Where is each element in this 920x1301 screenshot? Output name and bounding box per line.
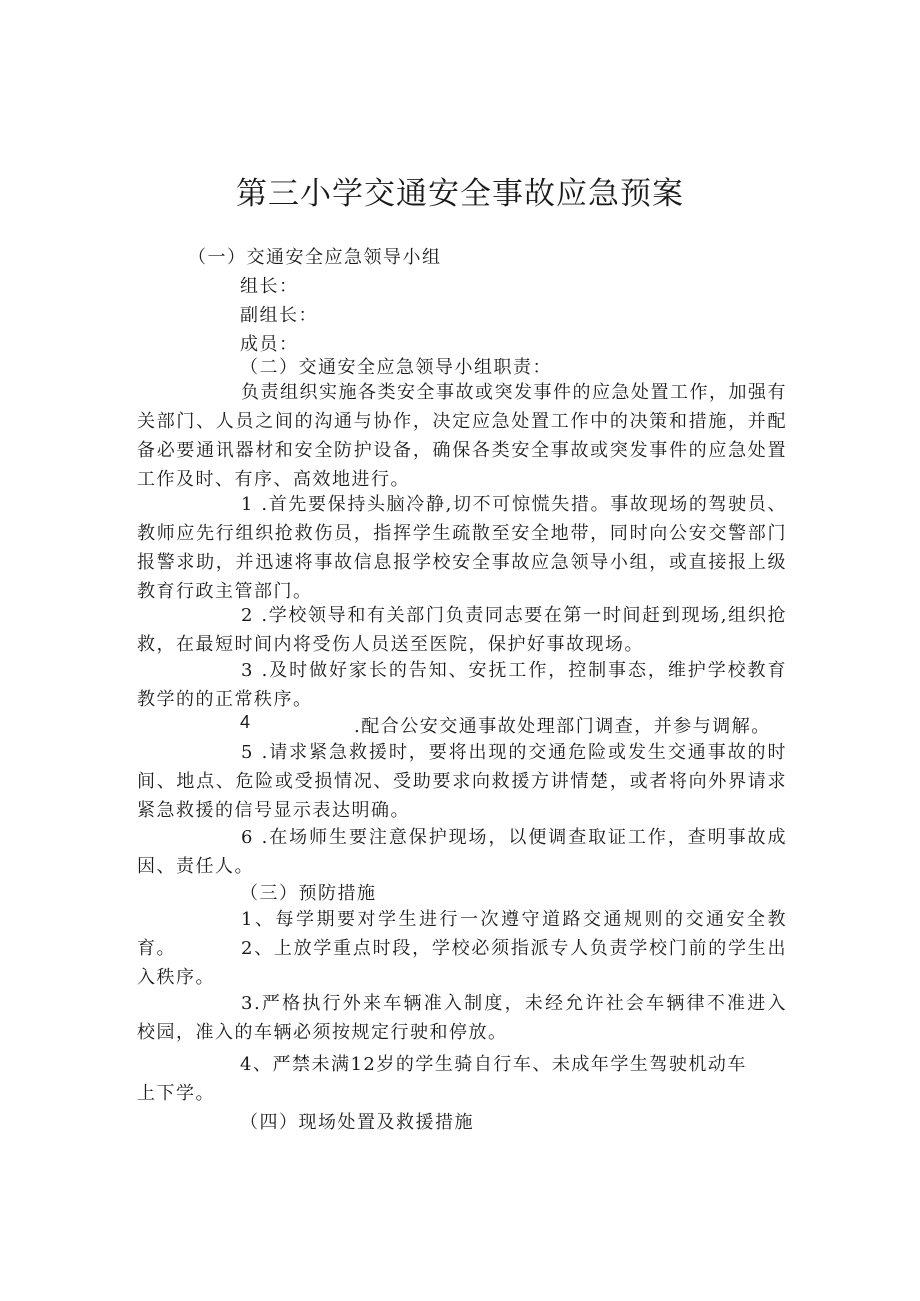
prevention-item-3: 3.严格执行外来车辆准入制度，未经允许社会车辆律不准进入校园，准入的车辆必须按规定行驶和停放。	[137, 993, 787, 1043]
response-item-5: 5 .请求紧急救援时，要将出现的交通危险或发生交通事故的时间、地点、危险或受损情况、受助要求向救援方讲情楚，或者将向外界请求紧急救援的信号显示表达明确。	[137, 742, 787, 821]
prevention-item-4-line-2: 上下学。	[137, 1083, 215, 1104]
prevention-item-2: 2、上放学重点时段，学校必须指派专人负责学校门前的学生出入秩序。	[137, 938, 787, 988]
response-item-4-text: .配合公安交通事故处理部门调查，并参与调解。	[354, 716, 771, 737]
section-3-heading: （三）预防措施	[240, 883, 377, 904]
response-item-6: 6 .在场师生要注意保护现场，以便调查取证工作，查明事故成因、责任人。	[137, 827, 787, 877]
section-1-heading: （一）交通安全应急领导小组	[188, 247, 442, 268]
response-item-2: 2 .学校领导和有关部门负责同志要在第一时间赶到现场,组织抢救，在最短时间内将受伤人员送至医院，保护好事故现场。	[137, 605, 787, 655]
duty-paragraph: 负责组织实施各类安全事故或突发事件的应急处置工作，加强有关部门、人员之间的沟通与协作，决定应急处置工作中的决策和措施，并配备必要通讯器材和安全防护设备，确保各类安全事故或突发事件的应急处置工作及时、有序、高效地进行。	[137, 382, 787, 490]
response-item-4-number: 4	[240, 712, 252, 732]
prevention-item-1: 1、每学期要对学生进行一次遵守道路交通规则的交通安全教育。	[137, 909, 787, 959]
document-title: 第三小学交通安全事故应急预案	[236, 176, 684, 212]
vice-leader-label: 副组长：	[240, 305, 318, 326]
section-2-heading: （二）交通安全应急领导小组职责：	[240, 357, 552, 378]
response-item-1: 1 .首先要保持头脑冷静,切不可惊慌失措。事故现场的驾驶员、教师应先行组织抢救伤员，指挥学生疏散至安全地带，同时向公安交警部门报警求助，并迅速将事故信息报学校安全事故应急领导小组，或直接报上级教育行政主管部门。	[137, 494, 787, 602]
section-4-heading: （四）现场处置及救援措施	[240, 1112, 474, 1133]
leader-label: 组长：	[240, 276, 299, 297]
response-item-3: 3 .及时做好家长的告知、安抚工作，控制事态，维护学校教育教学的的正常秩序。	[137, 660, 787, 710]
members-label: 成员：	[240, 334, 299, 355]
prevention-item-4-line-1: 4、严禁未满12岁的学生骑自行车、未成年学生驾驶机动车	[240, 1054, 747, 1075]
